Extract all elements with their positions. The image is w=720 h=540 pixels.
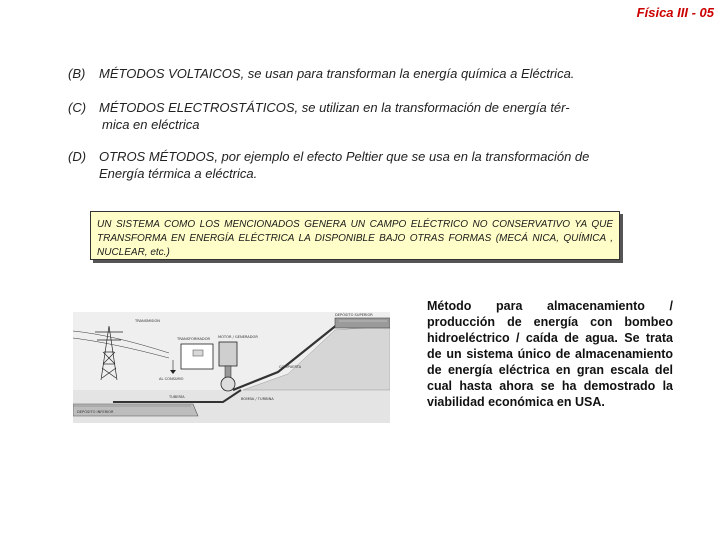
item-c-letter: (C) bbox=[68, 100, 87, 115]
side-description-text: Método para almacenamiento / producción de energía con bombeo hidroeléctrico / caída de agua. Se trata de un sistema único de almacenamiento de energía eléctrica en gran escala del cual hasta ahora se ha demostrado la viabilidad económica en USA. bbox=[427, 299, 673, 409]
item-d-letter: (D) bbox=[68, 149, 87, 164]
highlight-box-text: UN SISTEMA COMO LOS MENCIONADOS GENERA UN CAMPO ELÉCTRICO NO CONSERVATIVO YA QUE TRANSFORMA EN ENERGÍA ELÉCTRICA LA DISPONIBLE BAJO OTRAS FORMAS (MECÁ NICA, QUÍMICA , NUCLEAR, etc.) bbox=[97, 219, 613, 258]
item-c-text-line1: MÉTODOS ELECTROSTÁTICOS, se utilizan en la transformación de energía tér- bbox=[99, 100, 570, 115]
item-b-letter: (B) bbox=[68, 66, 86, 81]
label-motor-generator: MOTOR / GENERADOR bbox=[218, 335, 258, 339]
label-transmission: TRANSMISIÓN bbox=[135, 319, 160, 323]
item-b-text: MÉTODOS VOLTAICOS, se usan para transforman la energía química a Eléctrica. bbox=[99, 66, 575, 81]
label-lower-reservoir: DEPÓSITO INFERIOR bbox=[77, 410, 114, 414]
page-header: Física III - 05 bbox=[636, 5, 714, 20]
transmission-tower bbox=[95, 326, 123, 380]
label-pump-turbine: BOMBA / TURBINA bbox=[241, 397, 274, 401]
side-description bbox=[427, 298, 673, 410]
label-to-consumption: AL CONSUMO bbox=[159, 377, 184, 381]
label-upper-reservoir: DEPÓSITO SUPERIOR bbox=[335, 313, 373, 317]
item-d bbox=[68, 148, 668, 182]
item-d-text-line1: OTROS MÉTODOS, por ejemplo el efecto Peltier que se usa en la transformación de bbox=[99, 149, 590, 164]
item-c-text-line2: mica en eléctrica bbox=[102, 117, 200, 132]
item-c bbox=[68, 99, 668, 133]
upper-reservoir bbox=[335, 318, 390, 328]
item-d-text-line2: Energía térmica a eléctrica. bbox=[99, 166, 258, 181]
highlight-box bbox=[90, 211, 620, 260]
label-pipe: TUBERÍA bbox=[169, 395, 185, 399]
label-penstock: COMPUERTA bbox=[279, 365, 302, 369]
powerhouse bbox=[181, 344, 213, 369]
motor-generator bbox=[219, 342, 237, 366]
diagram-svg bbox=[73, 312, 390, 423]
label-transformer: TRANSFORMADOR bbox=[177, 337, 211, 341]
pumped-storage-diagram bbox=[73, 312, 390, 423]
item-b bbox=[68, 65, 668, 82]
